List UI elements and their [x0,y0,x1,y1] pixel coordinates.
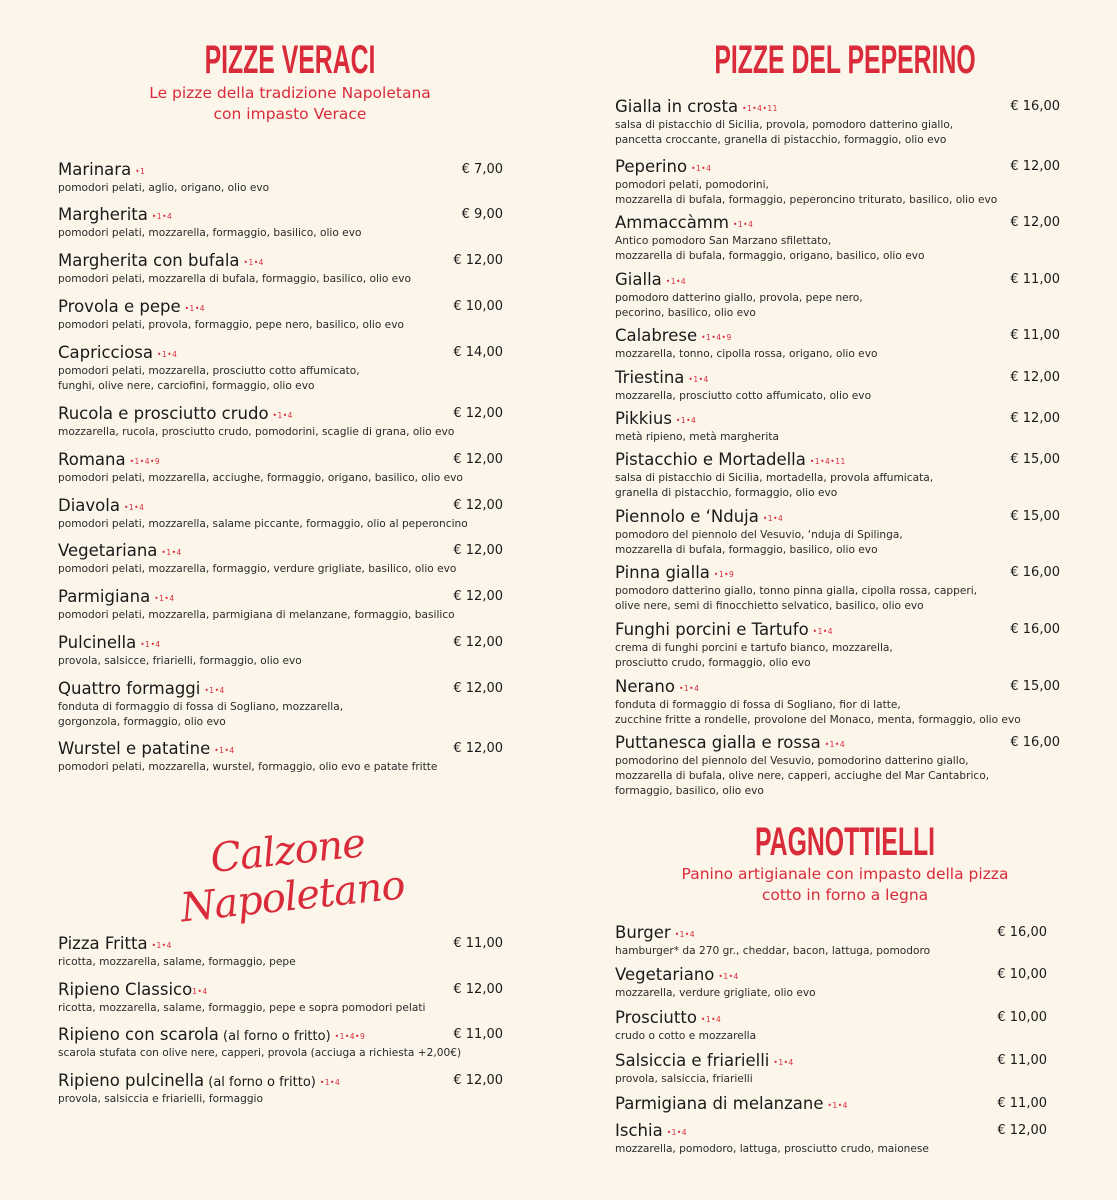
menu-item-name-line [58,980,503,1002]
menu-item-description: salsa di pistacchio di Sicilia, mortadella, provola affumicata, granella di pistacchio, formaggio, olio evo [615,472,934,499]
menu-item-name-line [615,1121,1047,1143]
menu-item-allergens: •1•4 [319,1078,341,1087]
menu-item-name: Pikkius [615,409,672,428]
menu-item-name: Ripieno pulcinella [58,1071,205,1090]
menu-item [615,620,1060,671]
menu-item-name: Pistacchio e Mortadella [615,450,806,469]
menu-item-name: Puttanesca gialla e rossa [615,733,821,752]
menu-item-description: pomodoro del piennolo del Vesuvio, ‘nduja di Spilinga, mozzarella di bufala, formaggio, basilico, olio evo [615,529,903,556]
menu-item-description: pomodori pelati, mozzarella, acciughe, formaggio, origano, basilico, olio evo [58,472,463,484]
menu-item [615,923,1047,959]
menu-item-name: Piennolo e ‘Nduja [615,507,759,526]
menu-item-price: € 15,00 [1010,509,1060,524]
menu-item-name-line [615,450,1060,472]
menu-item-price: € 15,00 [1010,452,1060,467]
menu-item-price: € 11,00 [453,1027,503,1042]
menu-item-name-line [58,587,503,609]
menu-item-price: € 12,00 [453,589,503,604]
menu-item-allergens: •1 [135,167,146,176]
menu-item-price: € 11,00 [997,1096,1047,1111]
menu-item-price: € 15,00 [1010,679,1060,694]
menu-item-price: € 10,00 [997,1010,1047,1025]
menu-item-allergens: •1•4 [762,514,784,523]
menu-item [58,297,503,333]
menu-item [615,507,1060,558]
menu-item-name: Prosciutto [615,1008,697,1027]
menu-item [58,251,503,287]
menu-item-name: Pizza Fritta [58,934,148,953]
menu-item-price: € 16,00 [1010,99,1060,114]
menu-item-allergens: •1•4 [272,411,293,420]
menu-item-name: Burger [615,923,671,942]
menu-item-name: Triestina [615,368,685,387]
menu-item-name: Rucola e prosciutto crudo [58,404,269,423]
menu-item-allergens: •1•4 [824,740,846,749]
menu-item-allergens: •1•4 [827,1101,848,1110]
menu-item-allergens: •1•4•11 [742,104,778,113]
menu-item-name: Ripieno Classico [58,980,193,999]
menu-item [58,496,503,532]
menu-item-allergens: •1•4•11 [809,457,846,466]
menu-item [615,733,1060,799]
menu-item-name-line [58,934,503,956]
menu-item-name-line [58,541,503,563]
menu-item-description: mozzarella, rucola, prosciutto crudo, pomodorini, scaglie di grana, olio evo [58,426,455,438]
menu-item [58,404,503,440]
menu-item-description: mozzarella, tonno, cipolla rossa, origano, olio evo [615,348,878,360]
menu-item-name: Marinara [58,160,132,179]
menu-item-allergens: •1•4 [700,1015,722,1024]
menu-item-name-line [615,965,1047,987]
menu-item-name-line [615,1051,1047,1073]
menu-item-allergens: •1•4 [666,1128,688,1137]
menu-item-description: Antico pomodoro San Marzano sfilettato, mozzarella di bufala, formaggio, origano, basilico, olio evo [615,235,925,262]
menu-item-allergens: 1•4 [192,987,208,996]
menu-item-price: € 10,00 [997,967,1047,982]
menu-item-name: Provola e pepe [58,297,181,316]
menu-item-name-line [615,157,1060,179]
menu-item-price: € 12,00 [453,982,503,997]
menu-item [615,368,1060,404]
menu-item [58,633,503,669]
menu-item-name-line [58,205,503,227]
menu-item-price: € 11,00 [997,1053,1047,1068]
menu-item-name-line [58,343,503,365]
menu-item [58,160,503,196]
menu-item [615,563,1060,614]
menu-item-description: pomodori pelati, mozzarella, wurstel, formaggio, olio evo e patate fritte [58,761,438,773]
menu-item-allergens: •1•4 [243,258,264,267]
menu-item-name-line [615,97,1060,119]
menu-item-description: crema di funghi porcini e tartufo bianco, mozzarella, prosciutto crudo, formaggio, olio evo [615,642,893,669]
menu-item-description: crudo o cotto e mozzarella [615,1030,757,1042]
menu-item [615,1008,1047,1044]
menu-item-name-line [615,1094,1047,1116]
menu-item-description: metà ripieno, metà margherita [615,431,779,443]
menu-item-price: € 12,00 [1010,370,1060,385]
menu-item-name: Salsiccia e friarielli [615,1051,770,1070]
menu-item-description: pomodori pelati, mozzarella, prosciutto cotto affumicato, funghi, olive nere, carciofini, formaggio, olio evo [58,365,360,392]
menu-item-note: (al forno o fritto) [218,1029,331,1044]
menu-item-allergens: •1•4 [161,548,182,557]
menu-item-allergens: •1•4 [674,930,696,939]
menu-item-name: Pinna gialla [615,563,710,582]
menu-item-price: € 16,00 [1010,622,1060,637]
menu-item-name-line [58,450,503,472]
menu-item-name-line [615,923,1047,945]
menu-item-description: pomodori pelati, mozzarella, salame piccante, formaggio, olio al peperoncino [58,518,468,530]
menu-item-description: salsa di pistacchio di Sicilia, provola, pomodoro datterino giallo, pancetta croccante, granella di pistacchio, formaggio, olio evo [615,119,954,146]
menu-item-description: ricotta, mozzarella, salame, formaggio, pepe [58,956,296,968]
menu-item [615,326,1060,362]
menu-item [615,157,1060,208]
menu-item-price: € 12,00 [997,1123,1047,1138]
menu-item-name: Gialla [615,270,662,289]
menu-item [615,450,1060,501]
menu-item-allergens: •1•4 [214,746,235,755]
menu-item-allergens: •1•4 [718,972,739,981]
menu-item-name: Romana [58,450,126,469]
menu-item-name-line [615,733,1060,755]
menu-item [615,1094,1047,1116]
menu-item-allergens: •1•4•9 [334,1032,366,1041]
menu-item-description: pomodori pelati, mozzarella di bufala, formaggio, basilico, olio evo [58,273,411,285]
menu-item-price: € 12,00 [453,253,503,268]
menu-item-description: pomodori pelati, pomodorini, mozzarella di bufala, formaggio, peperoncino triturato, basilico, olio evo [615,179,998,206]
menu-item-name-line [615,1008,1047,1030]
menu-item-allergens: •1•4 [678,684,700,693]
menu-item-price: € 12,00 [1010,215,1060,230]
menu-item-description: pomodori pelati, provola, formaggio, pepe nero, basilico, olio evo [58,319,404,331]
menu-item-name: Parmigiana [58,587,151,606]
menu-item-name: Vegetariano [615,965,715,984]
menu-item-name-line [615,563,1060,585]
menu-item-price: € 12,00 [1010,411,1060,426]
menu-item-description: pomodori pelati, aglio, origano, olio evo [58,182,270,194]
menu-item [615,270,1060,321]
menu-item-price: € 7,00 [461,162,503,177]
menu-item-price: € 16,00 [1010,735,1060,750]
menu-item [58,587,503,623]
menu-item-allergens: •1•4 [732,220,754,229]
menu-item-description: mozzarella, prosciutto cotto affumicato, olio evo [615,390,872,402]
menu-item-name-line [615,620,1060,642]
menu-item-description: mozzarella, pomodoro, lattuga, prosciutto crudo, maionese [615,1143,929,1155]
menu-item-name: Quattro formaggi [58,679,201,698]
menu-item-price: € 14,00 [453,345,503,360]
menu-item-name-line [58,496,503,518]
menu-item-allergens: •1•4 [812,627,834,636]
menu-item-name-line [615,213,1060,235]
menu-item-allergens: •1•4 [123,503,145,512]
menu-item-description: pomodori pelati, mozzarella, formaggio, verdure grigliate, basilico, olio evo [58,563,457,575]
menu-item-name: Nerano [615,677,675,696]
menu-item-price: € 11,00 [1010,272,1060,287]
menu-item-price: € 12,00 [453,741,503,756]
menu-item-description: fonduta di formaggio di fossa di Sogliano, mozzarella, gorgonzola, formaggio, olio evo [58,701,344,728]
menu-item-description: provola, salsicce, friarielli, formaggio, olio evo [58,655,302,667]
menu-item-name-line [58,679,503,701]
menu-item-description: fonduta di formaggio di fossa di Sogliano, fior di latte, zucchine fritte a rondelle, provolone del Monaco, menta, formaggio, olio evo [615,699,1021,726]
menu-item-name: Diavola [58,496,120,515]
menu-item-price: € 12,00 [453,543,503,558]
menu-item [615,97,1060,148]
menu-item-description: pomodori pelati, mozzarella, parmigiana di melanzane, formaggio, basilico [58,609,455,621]
section-title-calzone-napoletano: Calzone Napoletano [178,820,407,932]
menu-item-allergens: •1•9 [713,570,735,579]
menu-item-name: Wurstel e patatine [58,739,211,758]
menu-item-name: Pulcinella [58,633,137,652]
menu-item-description: pomodoro datterino giallo, provola, pepe nero, pecorino, basilico, olio evo [615,292,863,319]
menu-item-name: Margherita [58,205,148,224]
menu-item [58,541,503,577]
menu-item-name: Parmigiana di melanzane [615,1094,824,1113]
menu-item [58,1025,503,1061]
menu-item-price: € 12,00 [453,498,503,513]
menu-item-name-line [615,409,1060,431]
menu-item-allergens: •1•4•9 [129,457,161,466]
menu-item-name-line [58,297,503,319]
menu-item-price: € 11,00 [1010,328,1060,343]
menu-item [58,934,503,970]
menu-item-name-line [615,368,1060,390]
menu-item-allergens: •1•4 [140,640,161,649]
menu-item-name-line [615,270,1060,292]
menu-item-description: provola, salsiccia e friarielli, formaggio [58,1093,263,1105]
menu-item-allergens: •1•4 [151,212,173,221]
menu-item-price: € 12,00 [453,1073,503,1088]
menu-item-name-line [615,507,1060,529]
menu-item [58,343,503,394]
section-title-pizze-del-peperino: PIZZE DEL PEPERINO [714,38,976,82]
menu-item-description: ricotta, mozzarella, salame, formaggio, pepe e sopra pomodori pelati [58,1002,426,1014]
menu-item-name: Vegetariana [58,541,158,560]
menu-item-price: € 9,00 [461,207,503,222]
menu-item-name: Margherita con bufala [58,251,240,270]
menu-item-allergens: •1•4 [184,304,206,313]
menu-item [615,1051,1047,1087]
menu-item [58,1071,503,1107]
menu-item-price: € 12,00 [1010,159,1060,174]
menu-item-name: Capricciosa [58,343,154,362]
menu-item-name: Ripieno con scarola [58,1025,219,1044]
menu-item-description: mozzarella, verdure grigliate, olio evo [615,987,816,999]
menu-item-description: pomodoro datterino giallo, tonno pinna gialla, cipolla rossa, capperi, olive nere, semi di finocchietto selvatico, basilico, olio evo [615,585,978,612]
menu-item-name-line [58,1025,503,1047]
menu-item-name: Ischia [615,1121,663,1140]
menu-item-name-line [58,633,503,655]
menu-item-description: pomodori pelati, mozzarella, formaggio, basilico, olio evo [58,227,362,239]
menu-item [615,409,1060,445]
menu-item [58,679,503,730]
menu-item-allergens: •1•4 [151,941,172,950]
menu-item-price: € 12,00 [453,452,503,467]
menu-item [615,213,1060,264]
menu-item-name-line [58,404,503,426]
menu-item-price: € 12,00 [453,635,503,650]
menu-item [58,739,503,775]
section-title-pagnottielli: PAGNOTTIELLI [754,820,936,864]
menu-item-price: € 16,00 [1010,565,1060,580]
menu-item-allergens: •1•4 [154,594,175,603]
menu-item-allergens: •1•4 [665,277,687,286]
menu-item-price: € 12,00 [453,406,503,421]
menu-item-name: Gialla in crosta [615,97,739,116]
menu-item-name-line [58,739,503,761]
menu-item-name: Peperino [615,157,688,176]
menu-item-allergens: •1•4•9 [701,333,732,342]
menu-item-name-line [615,677,1060,699]
menu-item [58,980,503,1016]
section-title-pizze-veraci: PIZZE VERACI [204,38,376,82]
menu-item-allergens: •1•4 [204,686,225,695]
menu-item-description: scarola stufata con olive nere, capperi, provola (acciuga a richiesta +2,00€) [58,1047,462,1059]
menu-item-description: hamburger* da 270 gr., cheddar, bacon, lattuga, pomodoro [615,945,931,957]
menu-item [615,965,1047,1001]
menu-item-name-line [58,160,503,182]
menu-item-name-line [58,1071,503,1093]
section-subtitle-pizze-veraci: Le pizze della tradizione Napoletana con impasto Verace [149,84,431,123]
menu-item-price: € 10,00 [453,299,503,314]
menu-item-name: Funghi porcini e Tartufo [615,620,809,639]
menu-item-name-line [615,326,1060,348]
menu-item-name: Ammaccàmm [615,213,729,232]
menu-item-allergens: •1•4 [691,164,712,173]
menu-item [615,1121,1047,1157]
menu-item [58,450,503,486]
menu-item-allergens: •1•4 [773,1058,794,1067]
menu-item-price: € 16,00 [997,925,1047,940]
menu-item-price: € 12,00 [453,681,503,696]
menu-item-description: pomodorino del piennolo del Vesuvio, pomodorino datterino giallo, mozzarella di bufala, olive nere, capperi, acciughe del Mar Cantabrico, formaggio, basilico, olio evo [615,755,990,797]
menu-item-allergens: •1•4 [157,350,178,359]
menu-item-description: provola, salsiccia, friarielli [615,1073,753,1085]
menu-item-allergens: •1•4 [675,416,697,425]
section-subtitle-pagnottielli: Panino artigianale con impasto della pizza cotto in forno a legna [681,865,1009,904]
menu-item-name: Calabrese [615,326,698,345]
menu-item [58,205,503,241]
menu-item [615,677,1060,728]
menu-item-allergens: •1•4 [688,375,709,384]
menu-item-name-line [58,251,503,273]
menu-item-note: (al forno o fritto) [204,1075,316,1090]
menu-item-price: € 11,00 [453,936,503,951]
